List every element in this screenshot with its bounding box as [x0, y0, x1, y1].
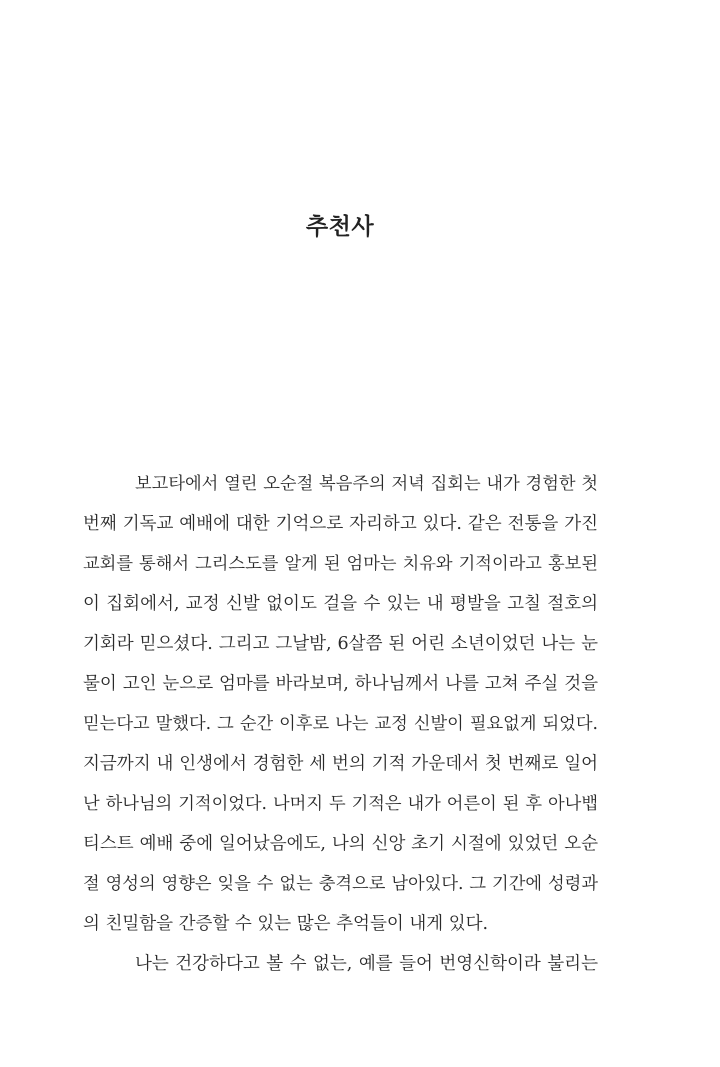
text-line: 절 영성의 영향은 잊을 수 없는 충격으로 남아있다. 그 기간에 성령과 [83, 874, 598, 894]
paragraph-2 [83, 944, 598, 984]
text-line: 교회를 통해서 그리스도를 알게 된 엄마는 치유와 기적이라고 홍보된 [83, 554, 598, 574]
text-line: 난 하나님의 기적이었다. 나머지 두 기적은 내가 어른이 된 후 아나뱁 [83, 794, 598, 814]
text-line: 기회라 믿으셨다. 그리고 그날밤, 6살쯤 된 어린 소년이었던 나는 눈 [83, 634, 598, 654]
text-line: 믿는다고 말했다. 그 순간 이후로 나는 교정 신발이 필요없게 되었다. [83, 714, 598, 734]
page-title: 추천사 [305, 214, 375, 240]
text-line: 나는 건강하다고 볼 수 없는, 예를 들어 번영신학이라 불리는 [135, 954, 598, 974]
text-line: 지금까지 내 인생에서 경험한 세 번의 기적 가운데서 첫 번째로 일어 [83, 754, 598, 774]
text-line: 물이 고인 눈으로 엄마를 바라보며, 하나님께서 나를 고쳐 주실 것을 [83, 674, 598, 694]
text-line: 이 집회에서, 교정 신발 없이도 걸을 수 있는 내 평발을 고칠 절호의 [83, 594, 598, 614]
text-line: 티스트 예배 중에 일어났음에도, 나의 신앙 초기 시절에 있었던 오순 [83, 834, 598, 854]
body-text [83, 464, 598, 984]
text-line: 번째 기독교 예배에 대한 기억으로 자리하고 있다. 같은 전통을 가진 [83, 514, 598, 534]
text-line: 보고타에서 열린 오순절 복음주의 저녁 집회는 내가 경험한 첫 [135, 474, 598, 494]
paragraph-1 [83, 464, 598, 944]
text-line: 의 친밀함을 간증할 수 있는 많은 추억들이 내게 있다. [83, 914, 489, 934]
